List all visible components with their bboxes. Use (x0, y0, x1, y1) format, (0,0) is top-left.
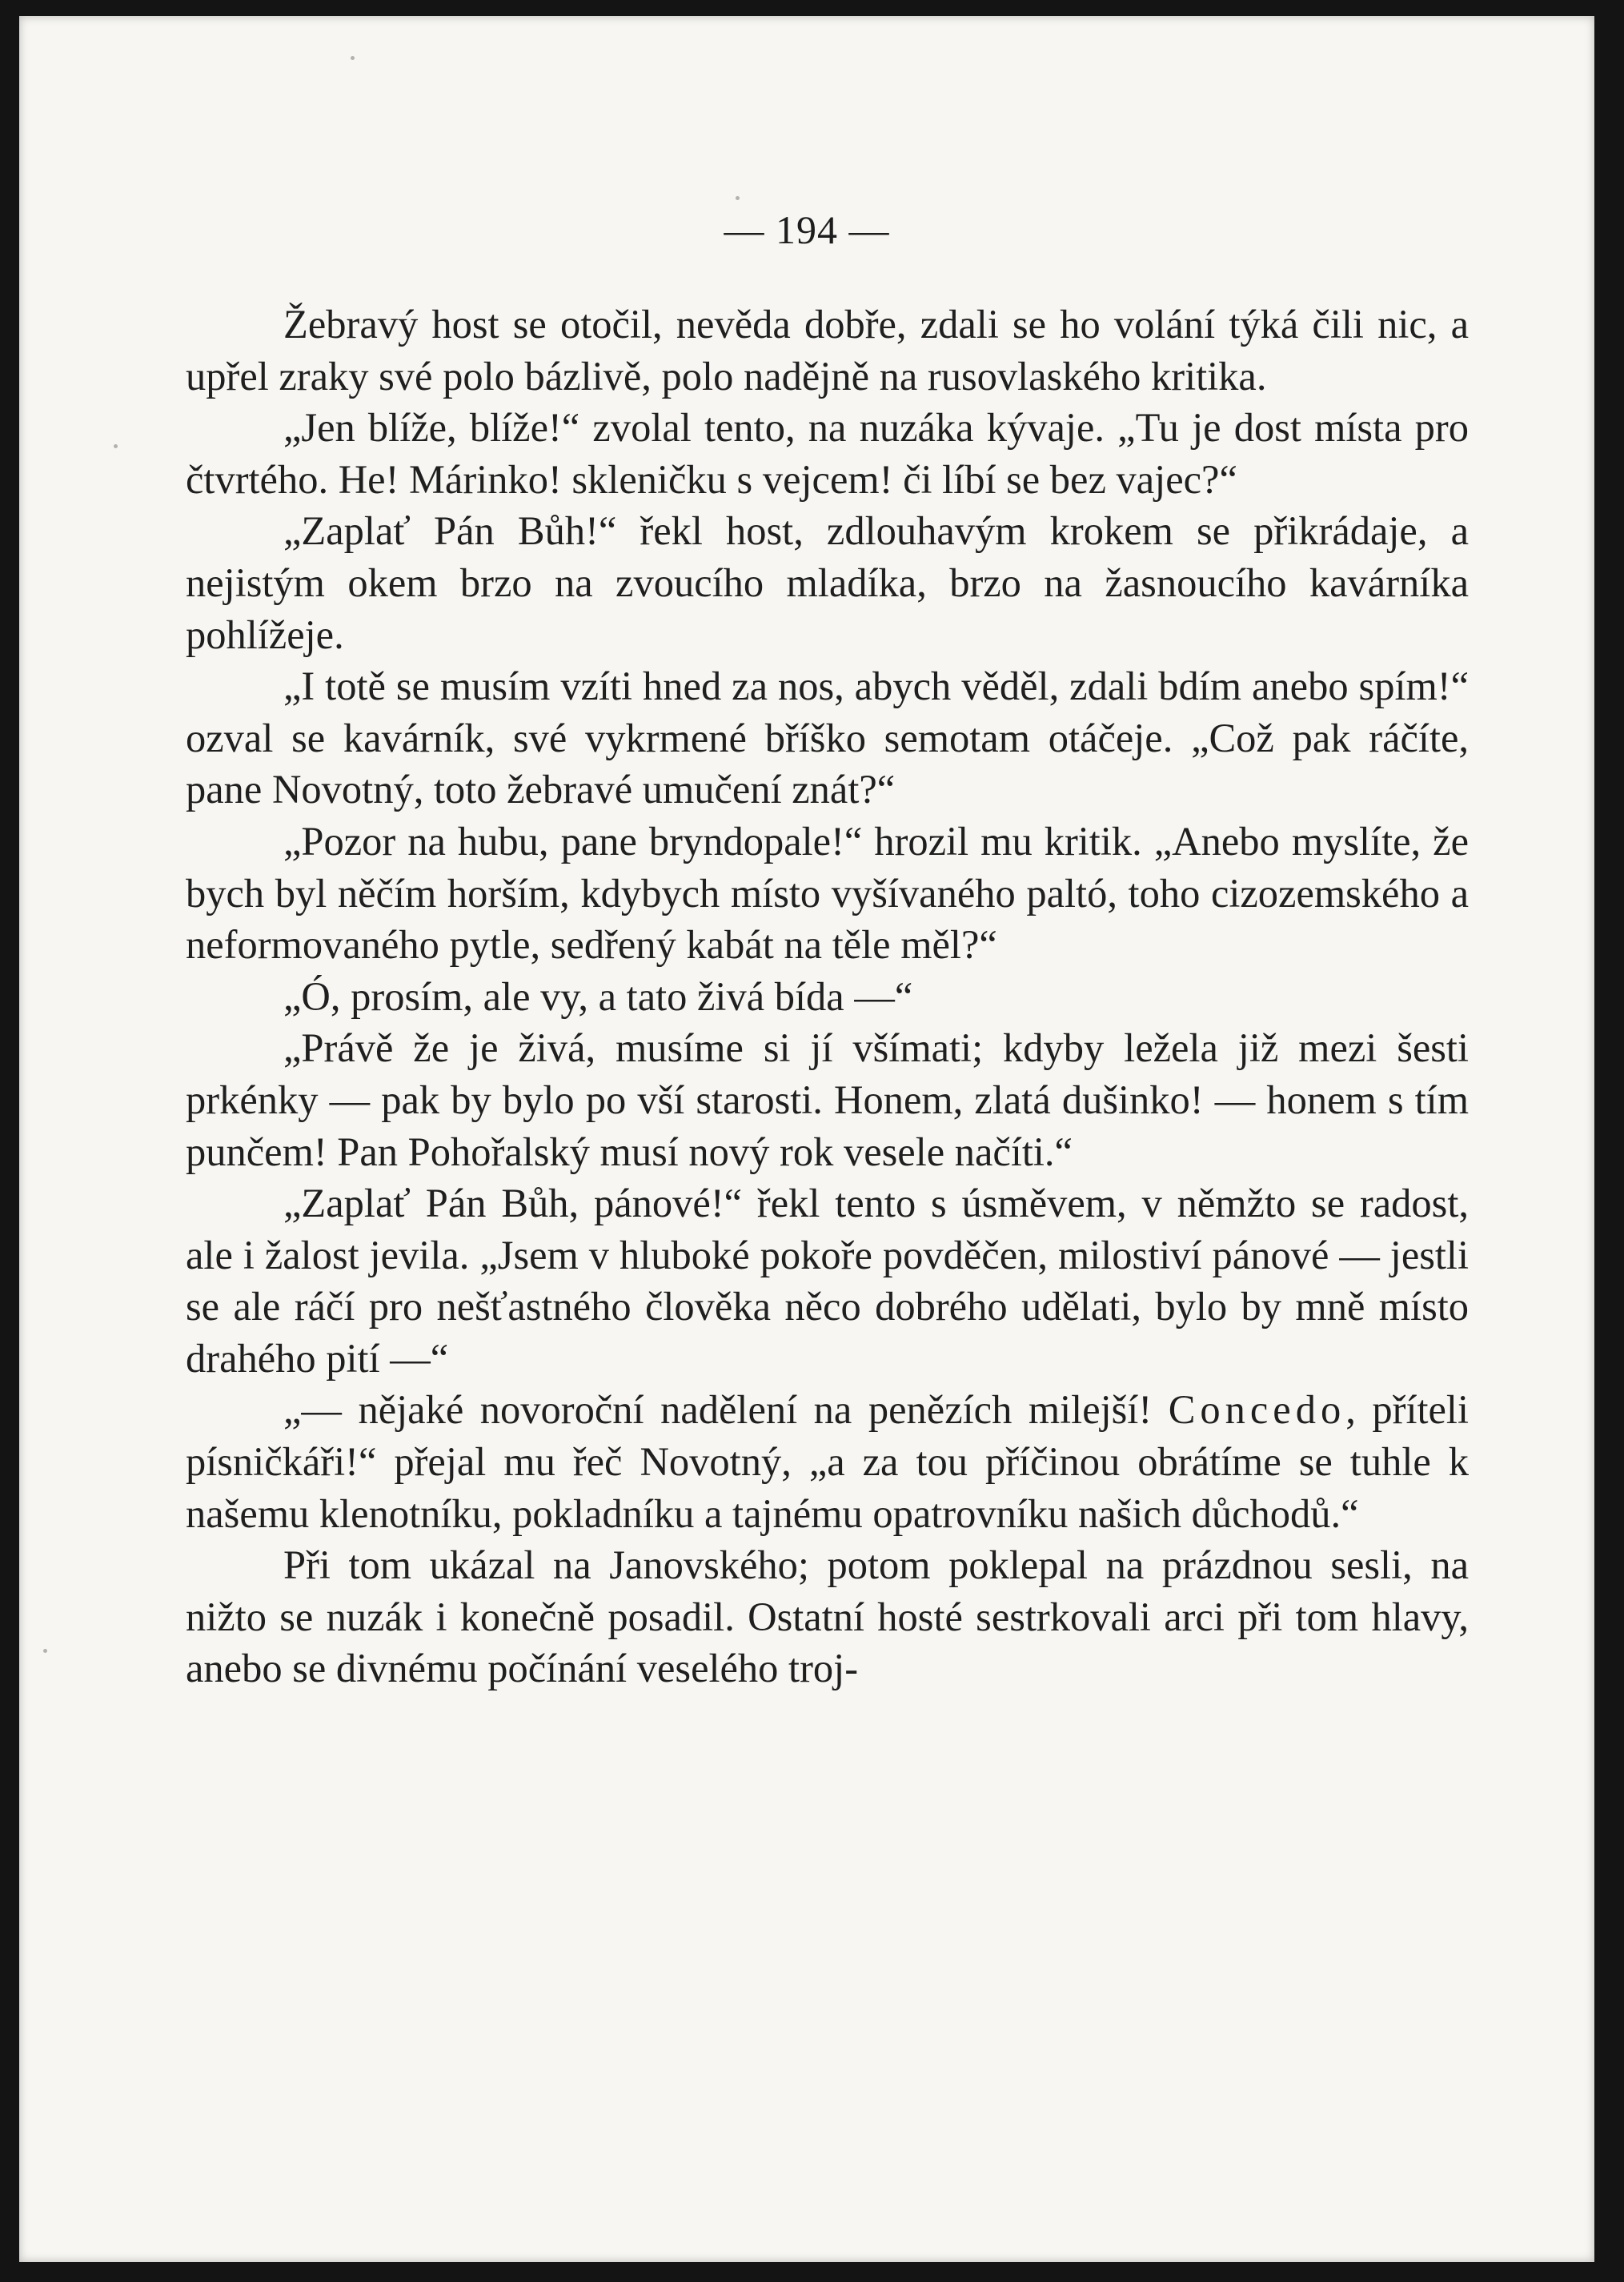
paragraph-text: „— nějaké novoroční nadělení na penězích milejší! (283, 1387, 1169, 1433)
paragraph: „Pozor na hubu, pane bryndopale!“ hrozil mu kritik. „Anebo myslíte, že bych byl něčím horším, kdybych místo vyšívaného paltó, toho cizozemského a neformovaného pytle, sedřený kabát na těle měl?“ (186, 818, 1469, 968)
dust-speck (43, 1649, 47, 1653)
spaced-emphasis: Concedo (1168, 1387, 1346, 1433)
dust-speck (114, 444, 118, 448)
page-number: — 194 — (724, 207, 890, 252)
paragraph: Při tom ukázal na Janovského; potom poklepal na prázdnou sesli, na nižto se nuzák i konečně posadil. Ostatní hosté sestrkovali arci při tom hlavy, anebo se divnému počínání veselého troj- (186, 1542, 1469, 1691)
paragraph: Žebravý host se otočil, nevěda dobře, zdali se ho volání týká čili nic, a upřel zraky své polo bázlivě, polo nadějně na rusovlaského kritika. (186, 302, 1469, 399)
paragraph: „Právě že je živá, musíme si jí všímati; kdyby ležela již mezi šesti prkénky — pak by bylo po vší starosti. Honem, zlatá dušinko! — honem s tím punčem! Pan Pohořalský musí nový rok vesele načíti.“ (186, 1025, 1469, 1174)
paragraph: „Ó, prosím, ale vy, a tato živá bída —“ (283, 973, 913, 1019)
paragraph: „I totě se musím vzíti hned za nos, abych věděl, zdali bdím anebo spím!“ ozval se kavárník, své vykrmené bříško semotam otáčeje. „Což pak ráčíte, pane Novotný, toto žebravé umučení znát?“ (186, 664, 1469, 812)
paragraph: „Zaplať Pán Bůh!“ řekl host, zdlouhavým krokem se přikrádaje, a nejistým okem brzo na zvoucího mladíka, brzo na žasnoucího kavárníka pohlížeje. (186, 508, 1469, 657)
dust-speck (736, 196, 740, 200)
dust-speck (351, 56, 355, 60)
paragraph: „Zaplať Pán Bůh, pánové!“ řekl tento s úsměvem, v němžto se radost, ale i žalost jevila. „Jsem v hluboké pokoře povděčen, milostiví pánové — jestli se ale ráčí pro nešťastného člověka něco dobrého udělati, bylo by mně místo drahého pití —“ (186, 1181, 1469, 1381)
body-text (186, 299, 1469, 1694)
paragraph (186, 1384, 1469, 1539)
paragraph: „Jen blíže, blíže!“ zvolal tento, na nuzáka kývaje. „Tu je dost místa pro čtvrtého. He! Márinko! skleničku s vejcem! či líbí se bez vajec?“ (186, 405, 1469, 502)
paragraph-text: , příteli písničkáři!“ přejal mu řeč Novotný, „a za tou příčinou obrátíme se tuhle k našemu klenotníku, pokladníku a tajnému opatrovníku našich důchodů.“ (186, 1387, 1469, 1536)
